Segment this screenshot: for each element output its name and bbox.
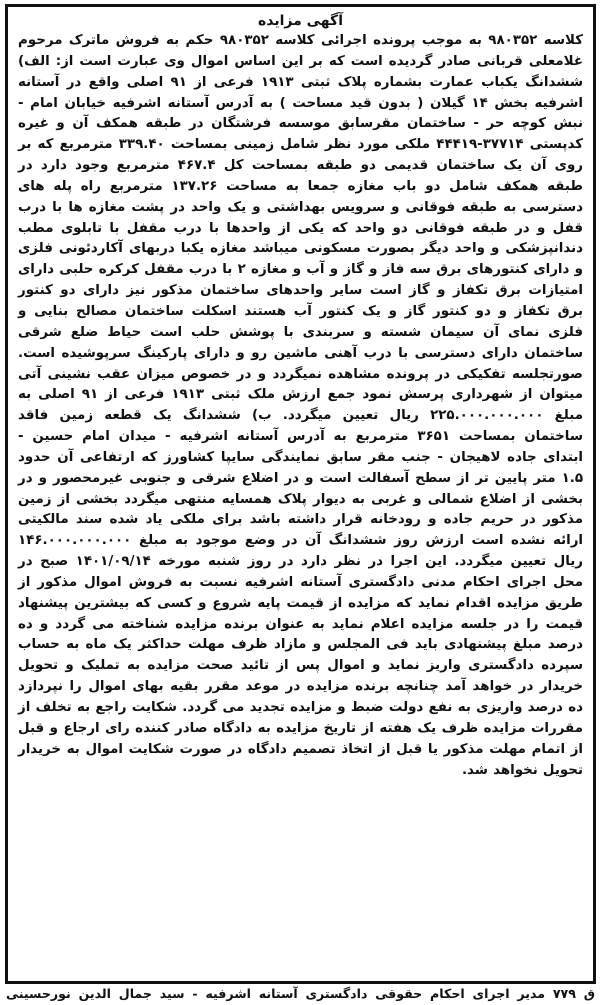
notice-title: آگهی مزایده — [257, 13, 343, 29]
auction-notice-box — [5, 4, 596, 984]
notice-signature: ق ۷۷۹ مدیر اجرای احکام حقوقی دادگستری آستانه اشرفیه - سید جمال الدین نورحسینی — [6, 986, 595, 1001]
notice-body: کلاسه ۹۸۰۳۵۲ به موجب پرونده اجرائی کلاسه ۹۸۰۳۵۲ حکم به فروش ماترک مرحوم غلامعلی قربانی صادر گردیده است که بر این اساس اموال وی عبارت است از: الف) ششدانگ یکباب عمارت بشماره پلاک ثبتی ۱۹۱۳ فرعی از ۹۱ اصلی واقع در آستانه اشرفیه بخش ۱۴ گیلان ( بدون قید مساحت ) به آدرس آستانه اشرفیه خیابان امام - نبش کوچه حر - ساختمان مقرسابق موسسه فرشتگان در طبقه همکف آن و غیره کدپستی ۳۷۷۱۴-۴۴۴۱۹ ملکی مورد نظر شامل زمینی بمساحت ۳۳۹.۴۰ مترمربع که بر روی آن یک ساختمان قدیمی دو طبقه بمساحت کل ۴۶۷.۴ مترمربع وجود دارد در طبقه همکف شامل دو باب مغازه جمعا به مساحت ۱۳۷.۲۶ مترمربع راه پله های دسترسی به طبقه فوقانی و سرویس بهداشتی و یک واحد در پشت مغازه ها با درب قفل و در طبقه فوقانی دو واحد که یکی از واحدها با درب مقفل با تابلوی مطب دندانپزشکی و واحد دیگر بصورت مسکونی میباشد مغازه یکبا دربهای آکاردئونی فلزی و دارای کنتورهای برق سه فاز و گاز و آب و مغازه ۲ با درب مقفل کرکره حلبی دارای امتیازات برق تکفاز و گاز است سایر واحدهای ساختمان مذکور نیز دارای دو کنتور برق تکفاز و دو کنتور گاز و یک کنتور آب هستند اسکلت ساختمان مصالح بنایی و فلزی نمای آن سیمان شسته و سربندی با پوشش حلب است حیاط ضلع شرقی ساختمان دارای دسترسی با درب آهنی ماشین رو و دارای پارکینگ سرپوشیده است. صورتجلسه تفکیکی در پرونده مشاهده نمیگردد و در خصوص میزان عقب نشینی آتی میتوان از شهرداری پرسش نمود جمع ارزش ملک ثبتی ۱۹۱۳ فرعی از ۹۱ اصلی به مبلغ ۲۲۵.۰۰۰.۰۰۰.۰۰۰ ریال تعیین میگردد. ب) ششدانگ یک قطعه زمین فاقد ساختمان بمساحت ۳۶۵۱ مترمربع به آدرس آستانه اشرفیه - میدان امام حسین - ابتدای جاده لاهیجان - جنب مقر سابق نمایندگی سایپا کشاورز که ارتفاعی آن حدود ۱.۵ متر پایین تر از سطح آسفالت است و در اضلاع شرقی و جنوبی غیرمحصور و در بخشی از اضلاع شمالی و غربی به دیوار پلاک همسایه منتهی میگردد بخشی از زمین مذکور در حریم جاده و رودخانه قرار داشته باشد برای ملکی یاد شده سند مالکیتی ارائه نشده است ارزش روز ششدانگ آن در وضع موجود به مبلغ ۱۴۶.۰۰۰.۰۰۰.۰۰۰ ریال تعیین میگردد. این اجرا در نظر دارد در روز شنبه مورخه ۱۴۰۱/۰۹/۱۴ صبح در محل اجرای احکام مدنی دادگستری آستانه اشرفیه نسبت به فروش اموال مذکور از طریق مزایده اقدام نماید که مزایده از قیمت پایه شروع و کسی که بیشترین پیشنهاد قیمت را در جلسه مزایده اعلام نماید به عنوان برنده مزایده شناخته می گردد و ده درصد مبلغ پیشنهادی باید فی المجلس و مازاد ظرف مهلت حداکثر یک ماه به حساب سپرده دادگستری واریز نماید و اموال پس از تائید صحت مزایده به تملیک و تحویل خریدار در خواهد آمد چنانچه برنده مزایده در موعد مقرر بقیه بهای اموال را نپردازد ده درصد واریزی به نفع دولت ضبط و مزایده تجدید می گردد. شکایت راجع به تخلف از مقررات مزایده ظرف یک هفته از تاریخ مزایده به دادگاه صادر کننده رای ارجاع و قبل از اتمام مهلت مذکور یا قبل از اتخاذ تصمیم دادگاه در صورت شکایت اموال به خریدار تحویل نخواهد شد. — [18, 33, 584, 778]
